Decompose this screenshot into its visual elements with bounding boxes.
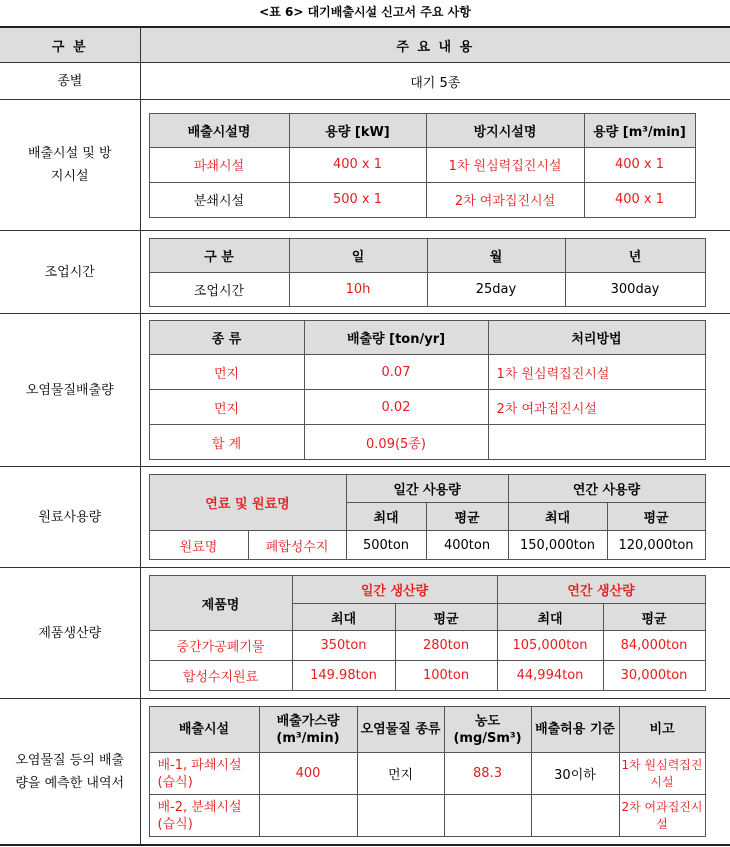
operation-name: 조업시간 (149, 272, 289, 306)
operation-table (149, 238, 706, 307)
table-row (149, 531, 705, 560)
prediction-header: 비고 (619, 707, 705, 753)
production-subheader: 평균 (603, 604, 705, 631)
emission-total-label: 합 계 (149, 425, 304, 460)
operation-header: 년 (565, 238, 705, 272)
table-row (149, 753, 705, 795)
emission-method: 1차 원심력집진시설 (488, 355, 705, 390)
material-daily-avg: 400ton (426, 531, 508, 560)
prediction-gas-volume (259, 795, 357, 837)
prediction-concentration (444, 795, 531, 837)
prediction-note: 2차 여과집진시설 (619, 795, 705, 837)
production-subheader: 최대 (497, 604, 603, 631)
prediction-gas-volume: 400 (259, 753, 357, 795)
prediction-pollutant (357, 795, 444, 837)
product-daily-max: 350ton (292, 631, 395, 661)
type-row (0, 63, 730, 100)
type-label: 종별 (0, 63, 140, 100)
production-name-header: 제품명 (149, 576, 292, 631)
materials-subheader: 최대 (508, 503, 607, 531)
table-header-row (0, 27, 730, 63)
materials-subheader: 평균 (426, 503, 508, 531)
header-category: 구 분 (0, 27, 140, 63)
production-label: 제품생산량 (0, 568, 140, 699)
materials-name-header: 연료 및 원료명 (149, 475, 346, 531)
emission-amount: 0.07 (304, 355, 488, 390)
table-row (149, 425, 705, 460)
emission-type: 먼지 (149, 355, 304, 390)
emission-amount: 0.02 (304, 390, 488, 425)
table-row (149, 390, 705, 425)
production-subheader: 최대 (292, 604, 395, 631)
operation-year: 300day (565, 272, 705, 306)
table-row (149, 631, 705, 661)
operation-label: 조업시간 (0, 231, 140, 314)
product-annual-avg: 84,000ton (603, 631, 705, 661)
operation-row (0, 231, 730, 314)
material-label: 원료명 (149, 531, 248, 560)
facility-capacity: 500 x 1 (289, 182, 426, 217)
production-row (0, 568, 730, 699)
header-content: 주 요 내 용 (140, 27, 730, 63)
table-row (149, 661, 705, 691)
prediction-note: 1차 원심력집진시설 (619, 753, 705, 795)
production-subheader: 평균 (395, 604, 497, 631)
product-annual-avg: 30,000ton (603, 661, 705, 691)
prediction-header: 오염물질 종류 (357, 707, 444, 753)
emissions-label: 오염물질배출량 (0, 314, 140, 467)
emission-total: 0.09(5종) (304, 425, 488, 460)
facilities-header: 용량 [kW] (289, 113, 426, 147)
prediction-table (149, 706, 706, 837)
operation-month: 25day (427, 272, 565, 306)
prediction-label: 오염물질 등의 배출량을 예측한 내역서 (0, 699, 140, 846)
facility-name: 파쇄시설 (149, 147, 289, 182)
emissions-header: 배출량 [ton/yr] (304, 321, 488, 355)
prediction-limit: 30이하 (531, 753, 619, 795)
production-table (149, 575, 706, 691)
facilities-header: 용량 [m³/min] (584, 113, 695, 147)
production-daily-header: 일간 생산량 (292, 576, 497, 604)
production-annual-header: 연간 생산량 (497, 576, 705, 604)
material-name: 폐합성수지 (248, 531, 346, 560)
facility-name: 분쇄시설 (149, 182, 289, 217)
prediction-facility: 배-1, 파쇄시설(습식) (149, 753, 259, 795)
product-daily-avg: 280ton (395, 631, 497, 661)
facilities-header: 배출시설명 (149, 113, 289, 147)
type-value: 대기 5종 (140, 63, 730, 100)
table-row (149, 272, 705, 306)
emission-type: 먼지 (149, 390, 304, 425)
emission-method: 2차 여과집진시설 (488, 390, 705, 425)
prediction-pollutant: 먼지 (357, 753, 444, 795)
materials-annual-header: 연간 사용량 (508, 475, 705, 503)
materials-table (149, 474, 706, 560)
materials-row (0, 467, 730, 568)
emissions-header: 종 류 (149, 321, 304, 355)
product-name: 중간가공폐기물 (149, 631, 292, 661)
operation-header: 일 (289, 238, 427, 272)
operation-header: 구 분 (149, 238, 289, 272)
materials-daily-header: 일간 사용량 (346, 475, 508, 503)
material-annual-avg: 120,000ton (607, 531, 705, 560)
materials-subheader: 평균 (607, 503, 705, 531)
facilities-header: 방지시설명 (426, 113, 584, 147)
product-name: 합성수지원료 (149, 661, 292, 691)
product-daily-avg: 100ton (395, 661, 497, 691)
product-annual-max: 44,994ton (497, 661, 603, 691)
table-row (149, 182, 695, 217)
product-annual-max: 105,000ton (497, 631, 603, 661)
table-row (149, 147, 695, 182)
emissions-table (149, 320, 706, 460)
prediction-header: 배출시설 (149, 707, 259, 753)
report-table (0, 26, 730, 846)
facilities-row (0, 100, 730, 231)
product-daily-max: 149.98ton (292, 661, 395, 691)
prediction-header: 배출허용 기준 (531, 707, 619, 753)
table-row (149, 355, 705, 390)
prediction-row (0, 699, 730, 846)
prediction-facility: 배-2, 분쇄시설(습식) (149, 795, 259, 837)
facilities-label: 배출시설 및 방지시설 (0, 100, 140, 231)
facilities-table (149, 113, 696, 218)
prediction-concentration: 88.3 (444, 753, 531, 795)
operation-day: 10h (289, 272, 427, 306)
material-annual-max: 150,000ton (508, 531, 607, 560)
prevention-capacity: 400 x 1 (584, 147, 695, 182)
prediction-header: 배출가스량 (m³/min) (259, 707, 357, 753)
emissions-row (0, 314, 730, 467)
material-daily-max: 500ton (346, 531, 426, 560)
emission-total-method (488, 425, 705, 460)
facility-capacity: 400 x 1 (289, 147, 426, 182)
table-row (149, 795, 705, 837)
prediction-header: 농도 (mg/Sm³) (444, 707, 531, 753)
prevention-name: 1차 원심력집진시설 (426, 147, 584, 182)
prevention-capacity: 400 x 1 (584, 182, 695, 217)
prevention-name: 2차 여과집진시설 (426, 182, 584, 217)
materials-subheader: 최대 (346, 503, 426, 531)
materials-label: 원료사용량 (0, 467, 140, 568)
table-caption: <표 6> 대기배출시설 신고서 주요 사항 (259, 5, 471, 19)
prediction-limit (531, 795, 619, 837)
emissions-header: 처리방법 (488, 321, 705, 355)
operation-header: 월 (427, 238, 565, 272)
